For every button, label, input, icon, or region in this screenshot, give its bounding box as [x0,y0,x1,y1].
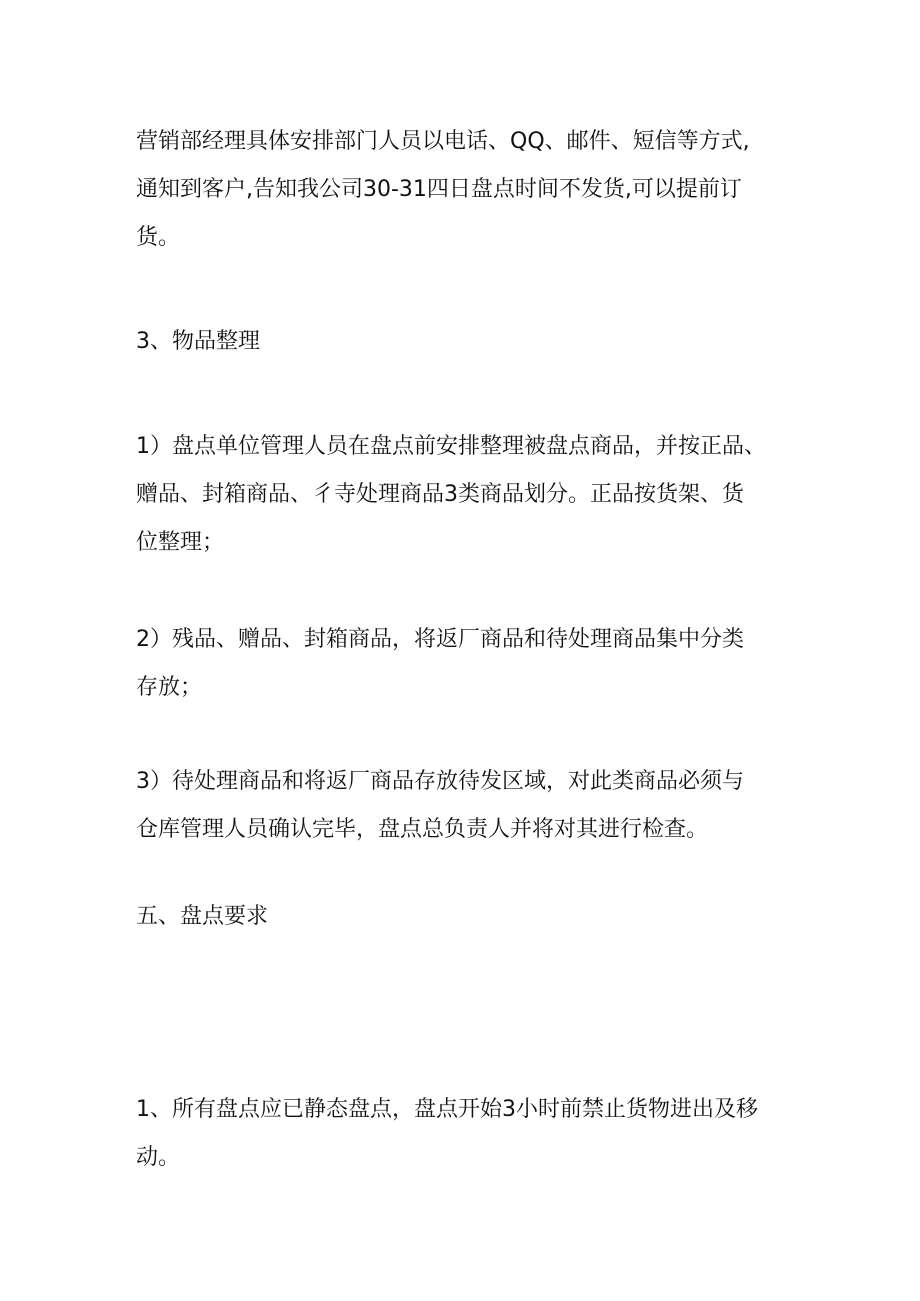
text-line: 1、所有盘点应已静态盘点，盘点开始3小时前禁止货物进出及移 [136,1097,758,1122]
text-line: 仓库管理人员确认完毕，盘点总负责人并将对其进行检查。 [136,817,709,842]
text-line: 赠品、封箱商品、彳寺处理商品3类商品划分。正品按货架、货 [136,482,744,507]
text-line: 营销部经理具体安排部门人员以电话、QQ、邮件、短信等方式, [136,129,750,154]
text-line: 1）盘点单位管理人员在盘点前安排整理被盘点商品，并按正品、 [136,434,766,459]
paragraph-item-2 [136,616,796,712]
text-line: 动。 [136,1145,181,1170]
heading-text: 3、物品整理 [136,329,260,354]
text-line: 3）待处理商品和将返厂商品存放待发区域，对此类商品必须与 [136,769,744,794]
text-line: 位整理； [136,530,225,555]
paragraph-item-1 [136,423,796,567]
paragraph-item-3 [136,758,796,854]
paragraph-customer-notice [136,118,796,262]
section-heading-inventory-requirements [136,893,796,941]
text-line: 存放； [136,675,203,700]
text-line: 通知到客户,告知我公司30-31四日盘点时间不发货,可以提前订 [136,177,742,202]
heading-text: 五、盘点要求 [136,904,269,929]
text-line: 货。 [136,225,181,250]
section-heading-item-arrangement [136,318,796,366]
text-line: 2）残品、赠品、封箱商品，将返厂商品和待处理商品集中分类 [136,627,744,652]
paragraph-requirement-1 [136,1086,796,1182]
